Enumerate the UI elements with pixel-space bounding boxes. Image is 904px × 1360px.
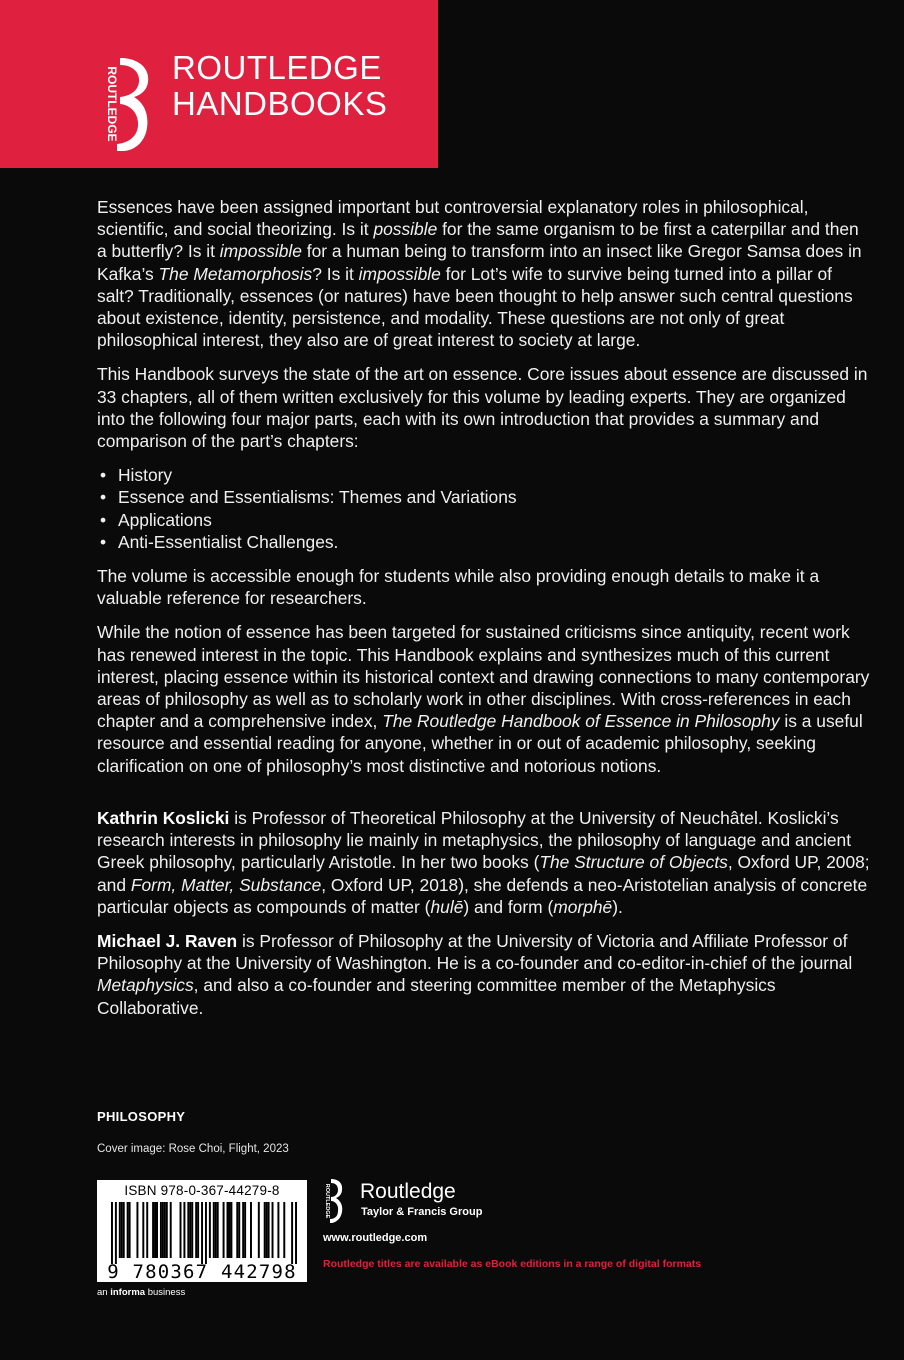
italic-text: Metaphysics	[97, 975, 194, 996]
barcode-bar	[191, 1202, 193, 1258]
bold-text: Michael J. Raven	[97, 931, 238, 952]
text-run: While the notion of essence has been targeted for sustained criticisms since antiquity, recent work has renewed interest in the topic. This Handbook explains and synthesizes much of this current interest, placing essence within its historical context and drawing connections to many contemporary areas of philosophy as well as to scholarly work in other disciplines. With cross-references in each chapter and a comprehensive index,	[97, 622, 870, 732]
barcode-bar	[152, 1202, 154, 1258]
text-run: ) and form (	[463, 896, 554, 917]
barcode-bar	[142, 1202, 144, 1258]
italic-text: possible	[373, 219, 438, 240]
barcode-bar	[170, 1202, 172, 1258]
barcode-bar	[228, 1202, 230, 1258]
informa-suffix: business	[145, 1287, 186, 1298]
barcode-bar	[197, 1202, 199, 1258]
isbn-barcode	[97, 1180, 307, 1282]
barcode-bar	[164, 1202, 166, 1258]
barcode-bar	[187, 1202, 189, 1258]
barcode-bar	[227, 1202, 229, 1258]
barcode-bar	[244, 1202, 246, 1258]
text-run: ).	[612, 896, 623, 917]
italic-text: The Metamorphosis	[158, 263, 313, 284]
description-paragraph-2: This Handbook surveys the state of the art on essence. Core issues about essence are discussed in 33 chapters, all of them written exclusively for this volume by leading experts. They are organized into the following four major parts, each with its own introduction that provides a summary and comparison of the part’s chapters:	[97, 364, 868, 452]
barcode-bar	[272, 1202, 274, 1258]
logo-inner-curve	[131, 74, 135, 88]
barcode-bar	[183, 1202, 185, 1258]
publisher-group: Taylor & Francis Group	[361, 1206, 483, 1218]
text-run: for the same organism to be first a caterpillar and then a butterfly? Is it	[97, 219, 859, 262]
logo-word: ROUTLEDGE	[105, 66, 119, 142]
informa-tagline	[97, 1287, 185, 1298]
series-title	[172, 50, 387, 122]
italic-text: The Structure of Objects	[539, 852, 728, 873]
text-run: is Professor of Theoretical Philosophy at the University of Neuchâtel. Koslicki’s research interests in philosophy lie mainly in metaphysics, the philosophy of language and ancient Greek philosophy, particularly Aristotle. In her two books (	[97, 808, 852, 873]
barcode-bar	[156, 1202, 158, 1258]
routledge-logo-icon	[92, 54, 162, 154]
text-run: , and also a co-founder and steering committee member of the Metaphysics Collaborative.	[97, 975, 776, 1018]
list-item: • Anti-Essentialist Challenges.	[97, 531, 872, 553]
description-paragraph-3: The volume is accessible enough for students while also providing enough details to make it a valuable reference for researchers.	[97, 566, 820, 609]
barcode-bar	[160, 1202, 162, 1258]
text-run: , Oxford UP, 2018), she defends a neo-Aristotelian analysis of concrete particular objects as compounds of matter (	[97, 874, 868, 917]
barcode-bar	[146, 1202, 148, 1258]
barcode-bar	[119, 1202, 121, 1258]
text-run: for Lot’s wife to survive being turned into a pillar of salt? Traditionally, essences (or natures) have been thought to help answer such central questions about existence, identity, persistence, and modality. These questions are not only of great philosophical interest, they also are of great interest to society at large.	[97, 263, 853, 351]
barcode-bar	[242, 1202, 244, 1258]
publisher-logo-mark	[330, 1179, 342, 1223]
barcode-digits: 9 780367 442798	[107, 1261, 297, 1283]
barcode-bar	[238, 1202, 240, 1258]
barcode-bar	[277, 1202, 279, 1258]
barcode-bar	[154, 1202, 156, 1258]
parts-list	[97, 464, 872, 553]
text-run: , Oxford UP, 2008; and	[97, 852, 870, 895]
series-title-line2: HANDBOOKS	[172, 85, 388, 122]
barcode-bar	[111, 1202, 113, 1264]
italic-text: The Routledge Handbook of Essence in Philosophy	[382, 711, 780, 732]
text-run: is Professor of Philosophy at the University of Victoria and Affiliate Professor of Philosophy at the University of Washington. He is a co-founder and co-editor-in-chief of the journal	[97, 931, 853, 974]
barcode-bar	[291, 1202, 293, 1264]
list-item: • Applications	[97, 509, 872, 531]
informa-prefix: an	[97, 1287, 111, 1298]
barcode-bar	[166, 1202, 168, 1258]
barcode-bar	[217, 1202, 219, 1258]
publisher-logo-icon	[322, 1178, 344, 1224]
barcode-bar	[230, 1202, 232, 1258]
barcode-bar	[115, 1202, 117, 1264]
italic-text: impossible	[358, 263, 441, 284]
barcode-bar	[136, 1202, 138, 1258]
barcode-bar	[264, 1202, 266, 1258]
publisher-name: Routledge	[360, 1180, 456, 1203]
barcode-bar	[189, 1202, 191, 1258]
barcode-bar	[295, 1202, 297, 1264]
description-paragraph-1	[97, 196, 872, 351]
text-run: ? Is it	[312, 263, 359, 284]
editor-bio-raven	[97, 930, 872, 1019]
barcode-bar	[180, 1202, 182, 1258]
text-run: is a useful resource and essential reading for anyone, whether in or out of academic philosophy, seeking clarification on one of philosophy’s most distinctive and notorious notions.	[97, 711, 863, 776]
barcode-bar	[258, 1202, 260, 1258]
barcode-bar	[205, 1202, 207, 1264]
italic-text: Form, Matter, Substance	[130, 874, 322, 895]
italic-text: morphē	[553, 896, 613, 917]
barcode-bar	[123, 1202, 125, 1258]
editor-bios	[97, 807, 872, 1031]
logo-profile-mark	[117, 58, 148, 151]
publisher-url[interactable]: www.routledge.com	[323, 1232, 428, 1244]
italic-text: impossible	[219, 241, 302, 262]
cover-credit: Cover image: Rose Choi, Flight, 2023	[97, 1143, 289, 1155]
barcode-bar	[127, 1202, 129, 1258]
informa-brand: informa	[110, 1287, 146, 1298]
barcode-bars	[111, 1202, 297, 1264]
text-run: for a human being to transform into an insect like Gregor Samsa does in Kafka’s	[97, 241, 862, 284]
list-item: • Essence and Essentialisms: Themes and Variations	[97, 486, 872, 508]
barcode-bar	[121, 1202, 123, 1258]
editor-bio-koslicki	[97, 807, 872, 918]
isbn-label: ISBN 978-0-367-44279-8	[124, 1183, 280, 1198]
ebook-availability-note: Routledge titles are available as eBook editions in a range of digital formats	[323, 1258, 702, 1270]
barcode-bar	[283, 1202, 285, 1258]
barcode-bar	[215, 1202, 217, 1258]
italic-text: hulē	[430, 896, 464, 917]
description-paragraph-4	[97, 621, 872, 776]
series-title-line1: ROUTLEDGE	[172, 49, 382, 86]
barcode-bar	[266, 1202, 268, 1258]
book-description	[97, 196, 872, 789]
barcode-bar	[195, 1202, 197, 1258]
barcode-bar	[223, 1202, 225, 1258]
series-banner	[0, 0, 438, 168]
barcode-bar	[213, 1202, 215, 1258]
text-run: Essences have been assigned important but controversial explanatory roles in philosophical, scientific, and social theorizing. Is it	[97, 197, 809, 240]
publisher-logo-word: ROUTLEDGE	[324, 1183, 330, 1219]
barcode-bar	[250, 1202, 252, 1258]
subject-category: PHILOSOPHY	[97, 1109, 186, 1124]
barcode-bar	[201, 1202, 203, 1264]
bold-text: Kathrin Koslicki	[97, 808, 230, 828]
barcode-bar	[129, 1202, 131, 1258]
barcode-bar	[162, 1202, 164, 1258]
barcode-bar	[209, 1202, 211, 1258]
barcode-bar	[236, 1202, 238, 1258]
list-item: • History	[97, 464, 872, 486]
barcode-bar	[268, 1202, 270, 1258]
